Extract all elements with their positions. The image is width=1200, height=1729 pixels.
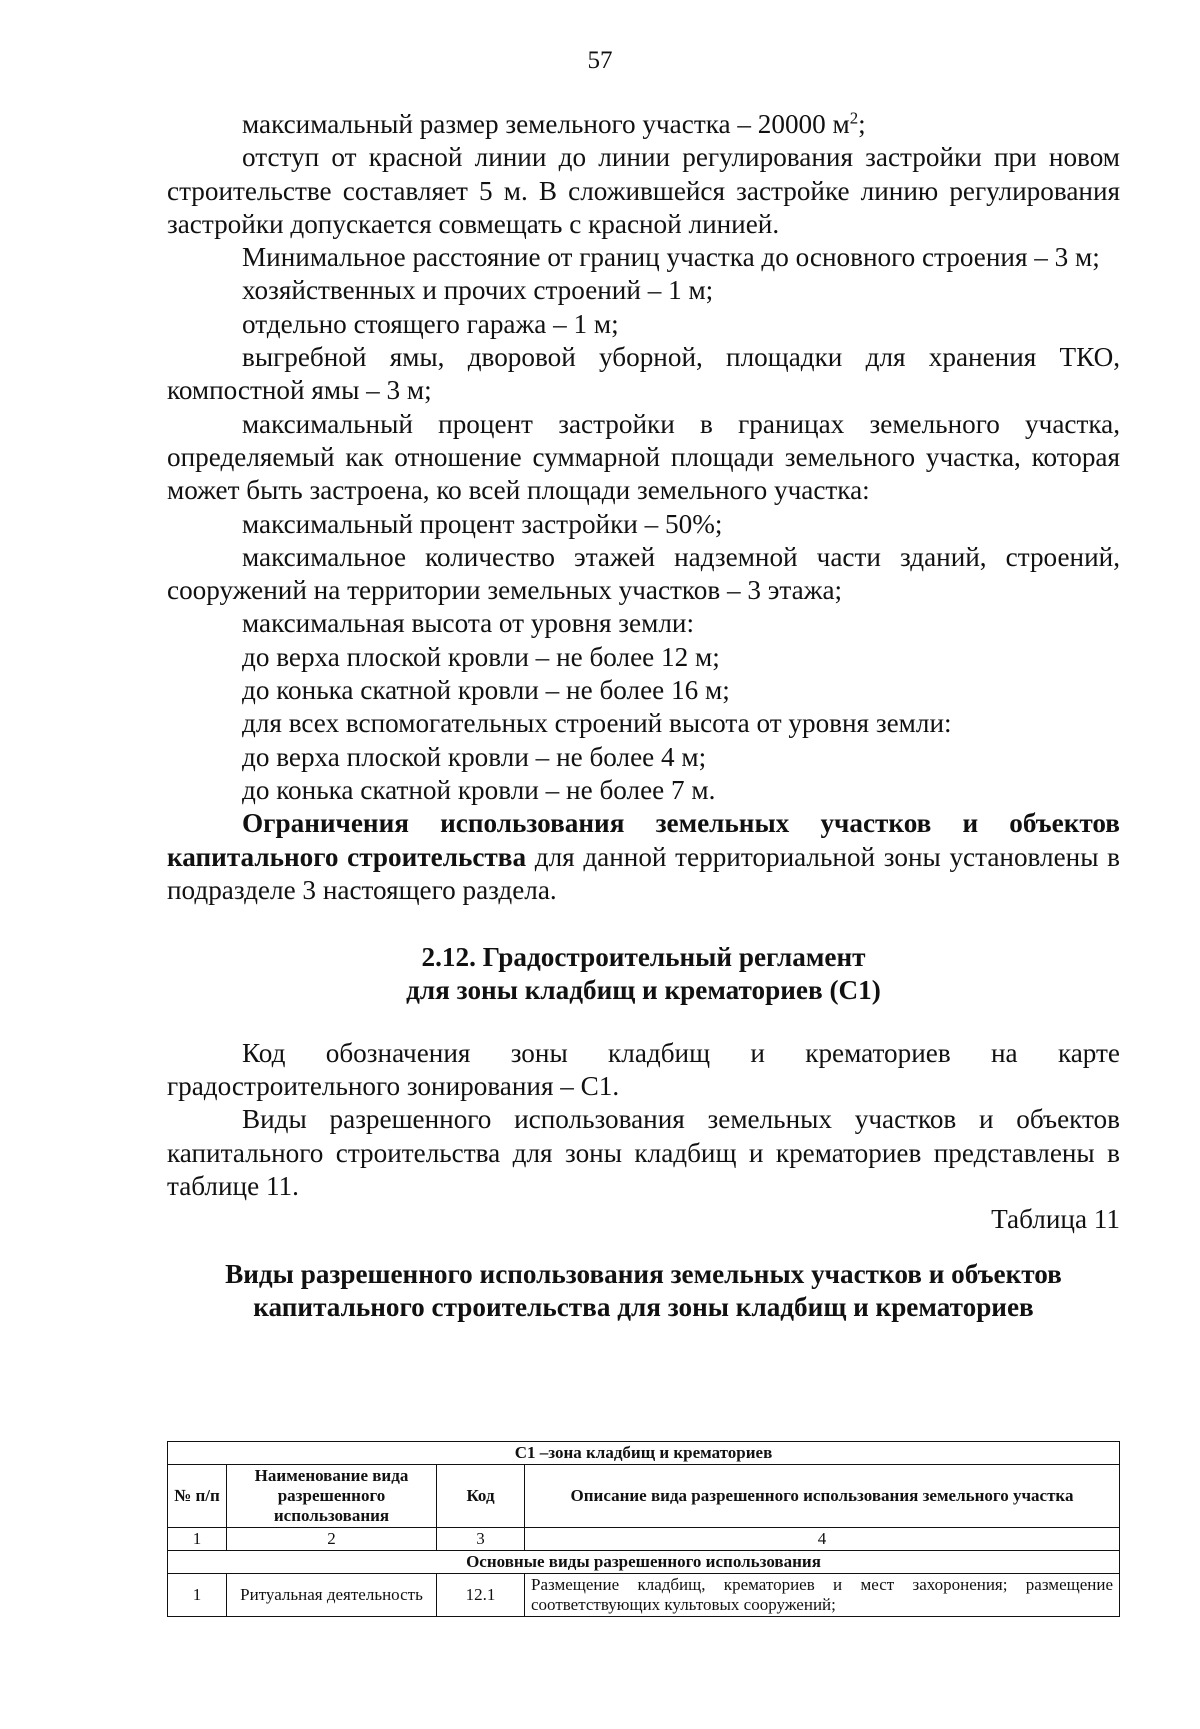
paragraph-text: для данной территориальной зоны установлены в подразделе 3 настоящего раздела. bbox=[167, 841, 1120, 905]
row-number: 1 bbox=[168, 1574, 227, 1617]
bold-text: Ограничения использования земельных участков и объектов капитального строительства bbox=[167, 808, 1120, 872]
table-header-row bbox=[168, 1465, 1120, 1528]
spacer bbox=[167, 1237, 1120, 1258]
paragraph: отступ от красной линии до линии регулирования застройки при новом строительстве составляет 5 м. В сложившейся застройке линию регулирования застройки допускается совмещать с красной линией. bbox=[167, 142, 1120, 239]
permitted-uses-table bbox=[167, 1441, 1120, 1617]
group-header: Основные виды разрешенного использования bbox=[168, 1551, 1120, 1574]
paragraph-text: ; bbox=[858, 109, 866, 139]
paragraph: для всех вспомогательных строений высота от уровня земли: bbox=[242, 708, 952, 739]
header-cell: Код bbox=[437, 1465, 525, 1528]
paragraph-text: максимальный размер земельного участка – 20000 м bbox=[242, 109, 850, 139]
section-title-line-1: 2.12. Градостроительный регламент bbox=[421, 942, 866, 973]
superscript: 2 bbox=[849, 108, 859, 128]
table-title-line-1: Виды разрешенного использования земельных участков и объектов bbox=[225, 1258, 1062, 1289]
header-cell: Описание вида разрешенного использования земельного участка bbox=[525, 1465, 1120, 1528]
paragraph bbox=[167, 108, 1120, 141]
table-row bbox=[168, 1551, 1120, 1574]
paragraph: хозяйственных и прочих строений – 1 м; bbox=[242, 275, 714, 306]
header-cell: № п/п bbox=[168, 1465, 227, 1528]
paragraph: Минимальное расстояние от границ участка до основного строения – 3 м; bbox=[242, 242, 1100, 273]
page-number: 57 bbox=[587, 47, 613, 74]
paragraph bbox=[167, 807, 1120, 907]
paragraph: выгребной ямы, дворовой уборной, площадки для хранения ТКО, компостной ямы – 3 м; bbox=[167, 342, 1120, 406]
paragraph: до верха плоской кровли – не более 4 м; bbox=[242, 741, 707, 772]
paragraph: до верха плоской кровли – не более 12 м; bbox=[242, 641, 720, 672]
zone-header: С1 –зона кладбищ и крематориев bbox=[168, 1442, 1120, 1465]
paragraph: максимальная высота от уровня земли: bbox=[242, 608, 694, 639]
paragraph: до конька скатной кровли – не более 7 м. bbox=[242, 774, 716, 805]
table-caption: Таблица 11 bbox=[991, 1204, 1120, 1235]
use-description: Размещение кладбищ, крематориев и мест захоронения; размещение соответствующих культовых сооружений; bbox=[525, 1574, 1120, 1617]
column-number: 4 bbox=[525, 1528, 1120, 1551]
use-name: Ритуальная деятельность bbox=[227, 1574, 437, 1617]
table-row bbox=[168, 1442, 1120, 1465]
paragraph: максимальное количество этажей надземной части зданий, строений, сооружений на территории земельных участков – 3 этажа; bbox=[167, 541, 1120, 606]
paragraph: отдельно стоящего гаража – 1 м; bbox=[242, 308, 619, 339]
use-code: 12.1 bbox=[437, 1574, 525, 1617]
document-body bbox=[167, 108, 1120, 1324]
paragraph: максимальный процент застройки в границах земельного участка, определяемый как отношение суммарной площади земельного участка, которая может быть застроена, ко всей площади земельного участка: bbox=[167, 408, 1120, 506]
header-cell: Наименование вида разрешенного использования bbox=[227, 1465, 437, 1528]
column-number: 3 bbox=[437, 1528, 525, 1551]
paragraph: максимальный процент застройки – 50%; bbox=[242, 508, 723, 539]
paragraph: Виды разрешенного использования земельных участков и объектов капитального строительства для зоны кладбищ и крематориев представлены в таблице 11. bbox=[167, 1104, 1120, 1201]
section-title-line-2: для зоны кладбищ и крематориев (С1) bbox=[406, 975, 881, 1006]
table-row bbox=[168, 1528, 1120, 1551]
table-row bbox=[168, 1574, 1120, 1617]
paragraph: Код обозначения зоны кладбищ и крематориев на карте градостроительного зонирования – С1. bbox=[167, 1037, 1120, 1102]
table-title-line-2: капитального строительства для зоны кладбищ и крематориев bbox=[253, 1291, 1034, 1322]
column-number: 1 bbox=[168, 1528, 227, 1551]
paragraph: до конька скатной кровли – не более 16 м; bbox=[242, 675, 730, 706]
spacer bbox=[167, 1008, 1120, 1037]
column-number: 2 bbox=[227, 1528, 437, 1551]
